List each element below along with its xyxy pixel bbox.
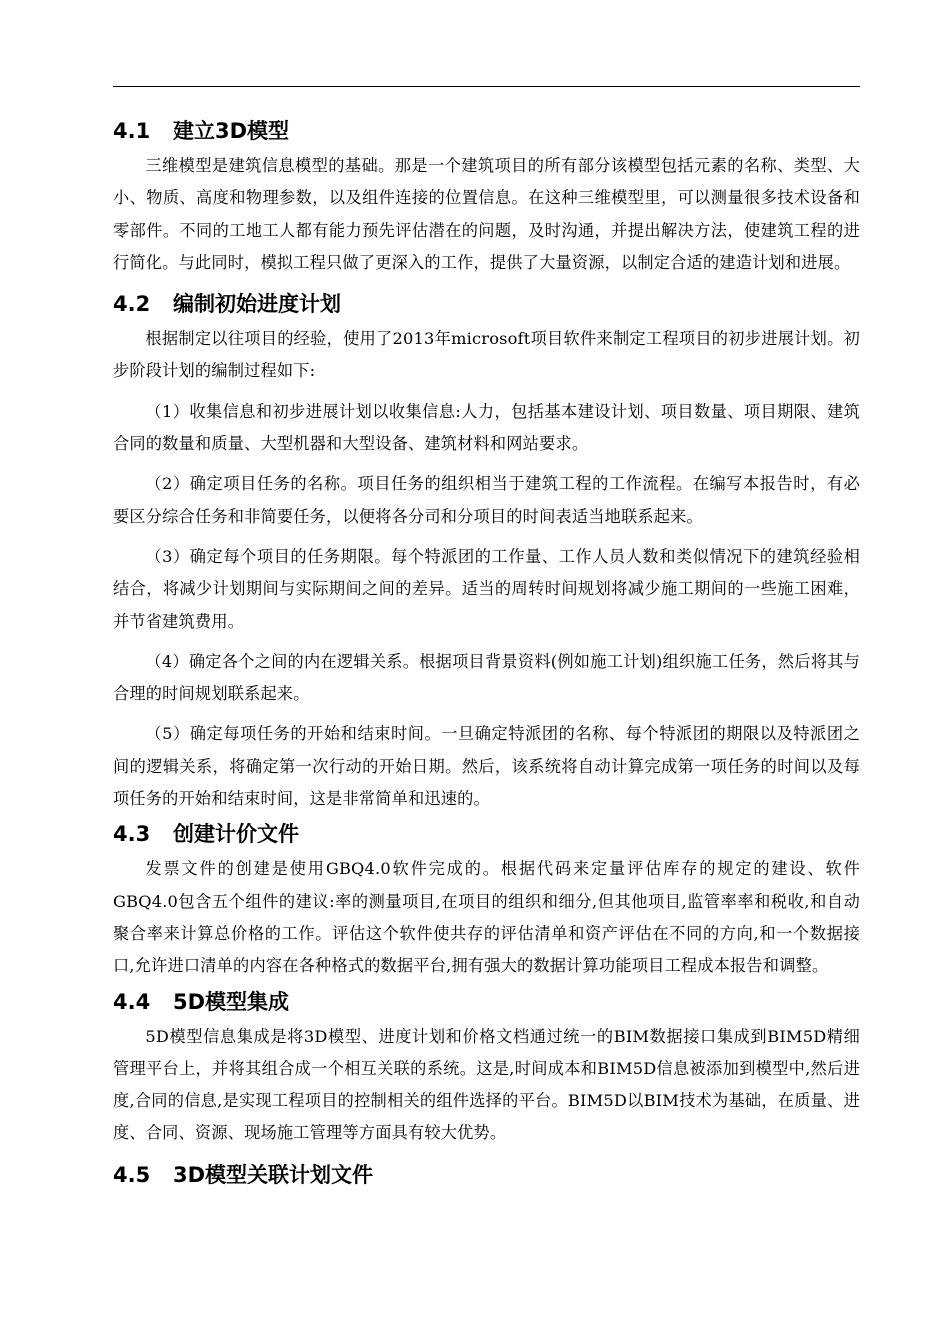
list-item: （1）收集信息和初步进展计划以收集信息:人力，包括基本建设计划、项目数量、项目期限、建筑合同的数量和质量、大型机器和大型设备、建筑材料和网站要求。: [113, 401, 860, 454]
section-number: 4.4: [113, 989, 151, 1014]
paragraph: 根据制定以往项目的经验，使用了2013年microsoft项目软件来制定工程项目的初步进展计划。初步阶段计划的编制过程如下:: [113, 329, 860, 381]
section-title: 编制初始进度计划: [173, 292, 341, 317]
section-heading-4-1: [113, 112, 860, 150]
list-item: （2）确定项目任务的名称。项目任务的组织相当于建筑工程的工作流程。在编写本报告时，有必要区分综合任务和非简要任务，以便将各分司和分项目的时间表适当地联系起来。: [113, 474, 860, 526]
section-title: 3D模型关联计划文件: [173, 1162, 374, 1187]
paragraph: 发票文件的创建是使用GBQ4.0软件完成的。根据代码来定量评估库存的规定的建设、软件GBQ4.0包含五个组件的建议:率的测量项目,在项目的组织和细分,但其他项目,监管率率和税收,和自动聚合率来计算总价格的工作。评估这个软件使共存的评估清单和资产评估在不同的方向,和一个数据接口,允许进口清单的内容在各种格式的数据平台,拥有强大的数据计算功能项目工程成本报告和调整。: [113, 859, 860, 976]
section-number: 4.3: [113, 822, 151, 847]
section-number: 4.1: [113, 119, 151, 143]
section-heading-4-2: [113, 285, 860, 323]
paragraph: 5D模型信息集成是将3D模型、进度计划和价格文档通过统一的BIM数据接口集成到BIM5D精细管理平台上，并将其组合成一个相互关联的系统。这是,时间成本和BIM5D信息被添加到模型中,然后进度,合同的信息,是实现工程项目的控制相关的组件选择的平台。BIM5D以BIM技术为基础，在质量、进度、合同、资源、现场施工管理等方面具有较大优势。: [113, 1026, 860, 1143]
list-item: （4）确定各个之间的内在逻辑关系。根据项目背景资料(例如施工计划)组织施工任务，然后将其与合理的时间规划联系起来。: [113, 651, 860, 704]
section-heading-4-4: [113, 983, 860, 1021]
document-body: [113, 112, 860, 1194]
section-heading-4-5: [113, 1156, 860, 1194]
section-title: 建立3D模型: [173, 119, 290, 143]
section-number: 4.5: [113, 1162, 151, 1187]
list-item: （5）确定每项任务的开始和结束时间。一旦确定特派团的名称、每个特派团的期限以及特派团之间的逻辑关系，将确定第一次行动的开始日期。然后，该系统将自动计算完成第一项任务的时间以及每项任务的开始和结束时间，这是非常简单和迅速的。: [113, 724, 860, 809]
section-title: 5D模型集成: [173, 989, 290, 1014]
section-title: 创建计价文件: [173, 822, 299, 847]
header-rule: [113, 86, 860, 87]
list-item: （3）确定每个项目的任务期限。每个特派团的工作量、工作人员人数和类似情况下的建筑经验相结合，将减少计划期间与实际期间之间的差异。适当的周转时间规划将减少施工期间的一些施工困难，并节省建筑费用。: [113, 546, 860, 631]
section-number: 4.2: [113, 292, 151, 317]
section-heading-4-3: [113, 815, 860, 853]
paragraph: 三维模型是建筑信息模型的基础。那是一个建筑项目的所有部分该模型包括元素的名称、类型、大小、物质、高度和物理参数，以及组件连接的位置信息。在这种三维模型里，可以测量很多技术设备和零部件。不同的工地工人都有能力预先评估潜在的问题，及时沟通，并提出解决方法，使建筑工程的进行简化。与此同时，模拟工程只做了更深入的工作，提供了大量资源，以制定合适的建造计划和进展。: [113, 156, 860, 272]
